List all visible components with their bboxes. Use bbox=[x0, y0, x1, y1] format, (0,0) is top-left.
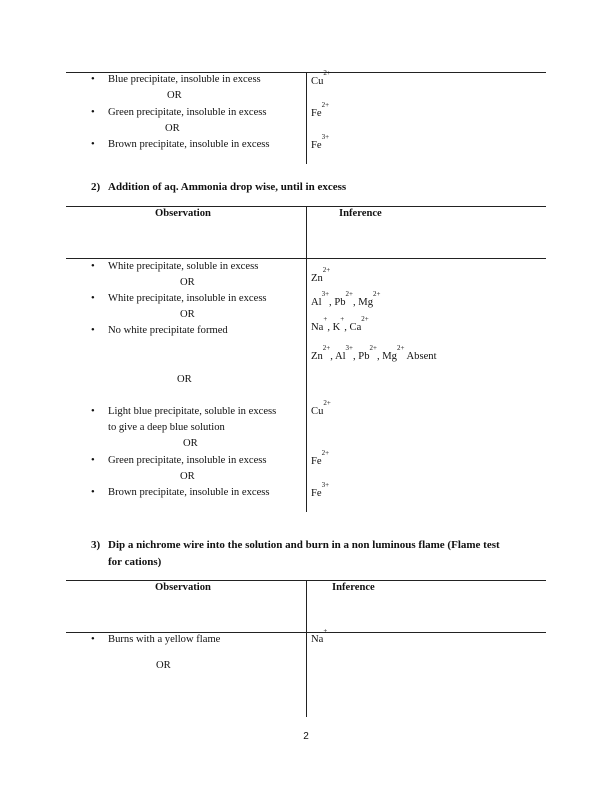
observation-item: • No white precipitate formed bbox=[108, 325, 228, 337]
column-header-inference: Inference bbox=[339, 208, 382, 219]
observation-item: • White precipitate, insoluble in excess bbox=[108, 293, 267, 305]
inference-ion: $Fe^{2+}$ bbox=[311, 449, 330, 467]
observation-item: • Blue precipitate, insoluble in excess bbox=[108, 74, 261, 86]
observation-item: • Green precipitate, insoluble in excess bbox=[108, 455, 267, 467]
column-header-observation: Observation bbox=[155, 582, 211, 593]
inference-ions: $Zn^{2+}$, $Al^{3+}$, $Pb^{2+}$, $Mg^{2+}$ Absent bbox=[311, 344, 437, 362]
observation-item: • Brown precipitate, insoluble in excess bbox=[108, 487, 270, 499]
inference-ions: Na+, K+, $Ca^{2+}$ bbox=[311, 315, 369, 333]
inference-ion: Na+ bbox=[311, 627, 328, 645]
observation-item: • White precipitate, soluble in excess bbox=[108, 261, 258, 273]
or-label: OR bbox=[180, 471, 195, 482]
observation-item: • Light blue precipitate, soluble in excess bbox=[108, 406, 276, 418]
or-label: OR bbox=[177, 374, 192, 385]
inference-ion: $Fe^{2+}$ bbox=[311, 101, 330, 119]
or-label: OR bbox=[180, 309, 195, 320]
or-label: OR bbox=[156, 660, 171, 671]
observation-item: • Brown precipitate, insoluble in excess bbox=[108, 139, 270, 151]
or-label: OR bbox=[180, 277, 195, 288]
column-header-observation: Observation bbox=[155, 208, 211, 219]
section-heading-continued: for cations) bbox=[108, 556, 162, 568]
section-number: 2) bbox=[91, 181, 101, 193]
page-number: 2 bbox=[303, 731, 309, 742]
inference-ion: $Fe^{3+}$ bbox=[311, 133, 330, 151]
or-label: OR bbox=[183, 438, 198, 449]
inference-ion: $Cu^{2+}$ bbox=[311, 399, 331, 417]
column-divider bbox=[306, 206, 307, 512]
column-divider bbox=[306, 580, 307, 717]
inference-ion: $Cu^{2+}$ bbox=[311, 69, 331, 87]
section-heading: Dip a nichrome wire into the solution and burn in a non luminous flame (Flame test bbox=[108, 539, 500, 551]
column-header-inference: Inference bbox=[332, 582, 375, 593]
observation-item: • Green precipitate, insoluble in excess bbox=[108, 107, 267, 119]
inference-ion: $Zn^{2+}$ bbox=[311, 266, 331, 284]
observation-item: • Burns with a yellow flame bbox=[108, 634, 220, 646]
inference-ions: $Al^{3+}$, $Pb^{2+}$, $Mg^{2+}$ bbox=[311, 290, 381, 308]
section-heading: Addition of aq. Ammonia drop wise, until in excess bbox=[108, 181, 347, 193]
or-label: OR bbox=[165, 123, 180, 134]
inference-ion: $Fe^{3+}$ bbox=[311, 481, 330, 499]
observation-item-continued: to give a deep blue solution bbox=[108, 422, 225, 433]
section-number: 3) bbox=[91, 539, 101, 551]
or-label: OR bbox=[167, 90, 182, 101]
column-divider bbox=[306, 72, 307, 164]
